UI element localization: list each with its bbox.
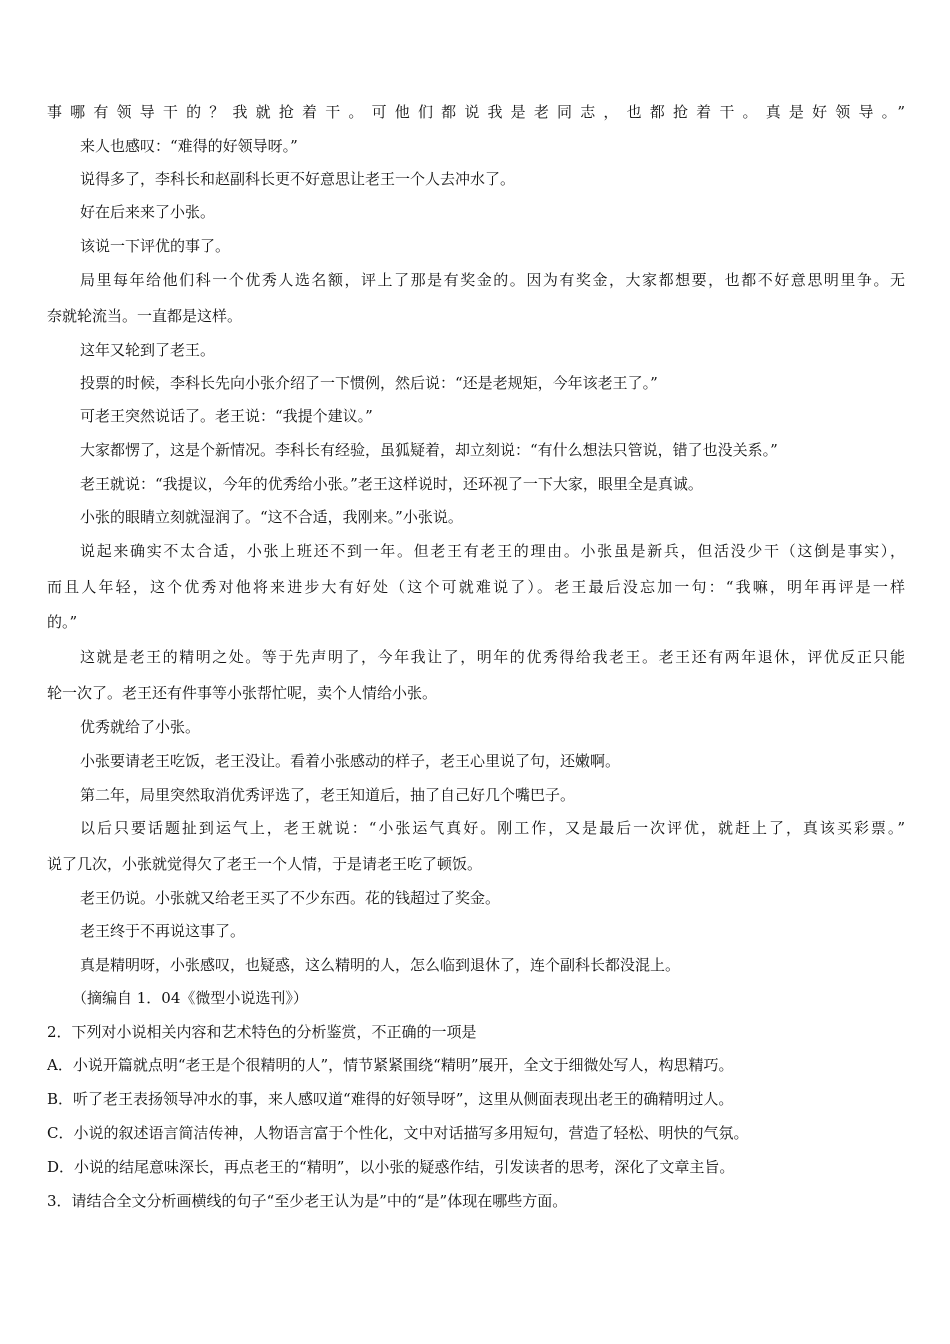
- paragraph-line: 奈就轮流当。一直都是这样。: [47, 307, 243, 325]
- question-3-stem: 3．请结合全文分析画横线的句子“至少老王认为是”中的“是”体现在哪些方面。: [47, 1192, 568, 1210]
- question-2-option-b: B．听了老王表扬领导冲水的事，来人感叹道“难得的好领导呀”，这里从侧面表现出老王的确精明过人。: [47, 1090, 734, 1108]
- paragraph-line: 的。”: [47, 613, 78, 631]
- paragraph-line: 小张要请老王吃饭，老王没让。看着小张感动的样子，老王心里说了句，还嫩啊。: [80, 752, 621, 770]
- paragraph-line: 而且人年轻，这个优秀对他将来进步大有好处（这个可就难说了）。老王最后没忘加一句：“我嘛，明年再评是一样: [47, 578, 905, 596]
- paragraph-line: 真是精明呀，小张感叹，也疑惑，这么精明的人，怎么临到退休了，连个副科长都没混上。: [80, 956, 681, 974]
- paragraph-line: 这就是老王的精明之处。等于先声明了，今年我让了，明年的优秀得给我老王。老王还有两年退休，评优反正只能: [80, 648, 905, 666]
- paragraph-line: 老王就说：“我提议，今年的优秀给小张。”老王这样说时，还环视了一下大家，眼里全是真诚。: [80, 475, 703, 493]
- question-2-option-c: C．小说的叙述语言简洁传神，人物语言富于个性化，文中对话描写多用短句，营造了轻松、明快的气氛。: [47, 1124, 749, 1142]
- paragraph-line: 老王终于不再说这事了。: [80, 922, 246, 940]
- paragraph-line: 这年又轮到了老王。: [80, 341, 216, 359]
- paragraph-line: 该说一下评优的事了。: [80, 237, 231, 255]
- paragraph-line: 事哪有领导干的？我就抢着干。可他们都说我是老同志，也都抢着干。真是好领导。”: [47, 103, 905, 121]
- paragraph-line: 以后只要话题扯到运气上，老王就说：“小张运气真好。刚工作，又是最后一次评优，就赶上了，真该买彩票。”: [80, 819, 905, 837]
- paragraph-line: 说得多了，李科长和赵副科长更不好意思让老王一个人去冲水了。: [80, 170, 516, 188]
- paragraph-line: 轮一次了。老王还有件事等小张帮忙呢，卖个人情给小张。: [47, 684, 438, 702]
- paragraph-line: 好在后来来了小张。: [80, 203, 216, 221]
- paragraph-line: 优秀就给了小张。: [80, 718, 201, 736]
- paragraph-line: 说了几次，小张就觉得欠了老王一个人情，于是请老王吃了顿饭。: [47, 855, 483, 873]
- question-2-stem: 2．下列对小说相关内容和艺术特色的分析鉴赏，不正确的一项是: [47, 1023, 477, 1041]
- paragraph-line: 说起来确实不太合适，小张上班还不到一年。但老王有老王的理由。小张虽是新兵，但活没少干（这倒是事实），: [80, 542, 905, 560]
- paragraph-line: 第二年，局里突然取消优秀评选了，老王知道后，抽了自己好几个嘴巴子。: [80, 786, 576, 804]
- paragraph-line: 来人也感叹：“难得的好领导呀。”: [80, 137, 298, 155]
- paragraph-line: 可老王突然说话了。老王说：“我提个建议。”: [80, 407, 373, 425]
- source-citation: （摘编自 1．04《微型小说选刊》）: [72, 989, 308, 1007]
- paragraph-line: 小张的眼睛立刻就湿润了。“这不合适，我刚来。”小张说。: [80, 508, 463, 526]
- question-2-option-d: D．小说的结尾意味深长，再点老王的“精明”，以小张的疑惑作结，引发读者的思考，深化了文章主旨。: [47, 1158, 735, 1176]
- question-2-option-a: A．小说开篇就点明“老王是个很精明的人”，情节紧紧围绕“精明”展开，全文于细微处写人，构思精巧。: [47, 1056, 734, 1074]
- paragraph-line: 局里每年给他们科一个优秀人选名额，评上了那是有奖金的。因为有奖金，大家都想要，也都不好意思明里争。无: [80, 271, 905, 289]
- paragraph-line: 老王仍说。小张就又给老王买了不少东西。花的钱超过了奖金。: [80, 889, 501, 907]
- paragraph-line: 投票的时候，李科长先向小张介绍了一下惯例，然后说：“还是老规矩，今年该老王了。”: [80, 374, 658, 392]
- paragraph-line: 大家都愣了，这是个新情况。李科长有经验，虽狐疑着，却立刻说：“有什么想法只管说，错了也没关系。”: [80, 441, 778, 459]
